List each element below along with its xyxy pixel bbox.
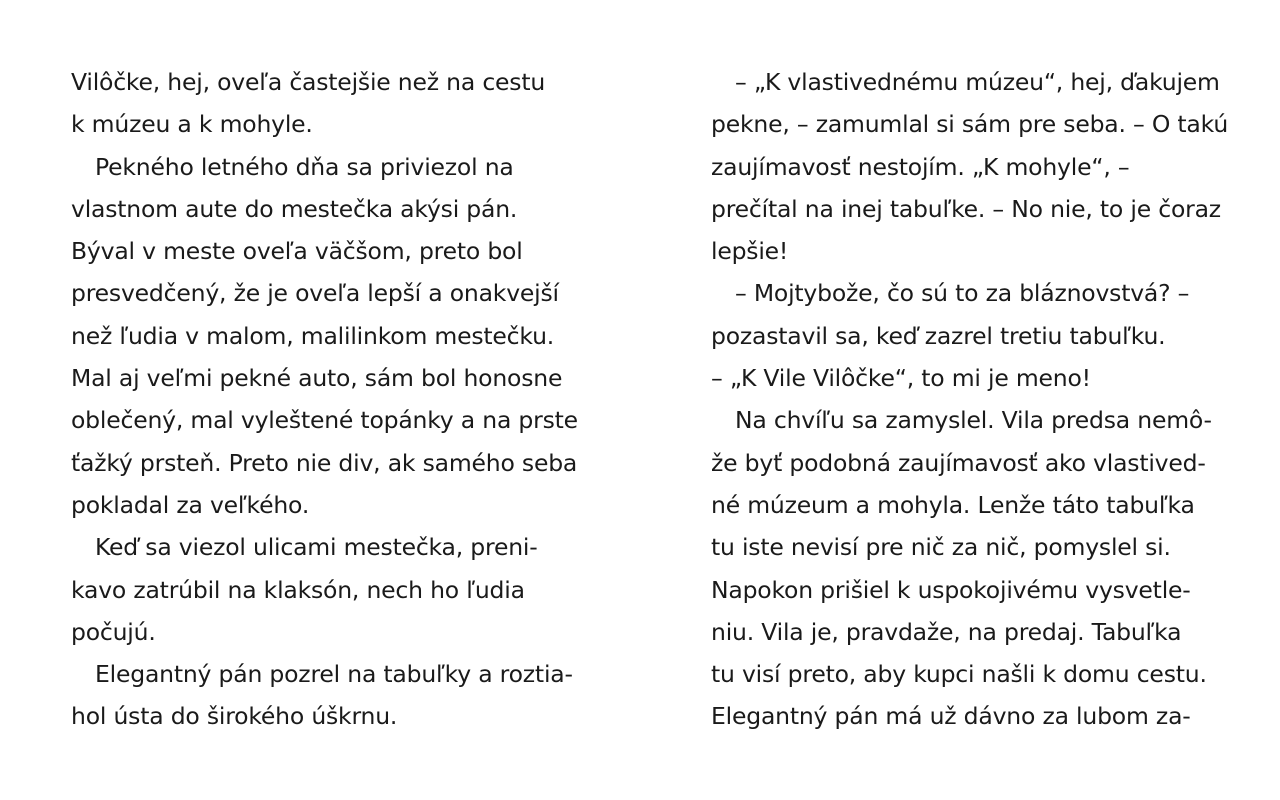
text-line: Keď sa viezol ulicami mestečka, preni-	[95, 533, 538, 562]
left-page-text	[71, 61, 631, 738]
text-line: tu visí preto, aby kupci našli k domu cestu.	[711, 660, 1207, 689]
text-line: – „K vlastivednému múzeu“, hej, ďakujem	[735, 68, 1220, 96]
text-line: tu iste nevisí pre nič za nič, pomyslel si.	[711, 533, 1171, 562]
text-line: počujú.	[71, 617, 156, 646]
text-line: pozastavil sa, keď zazrel tretiu tabuľku.	[711, 321, 1166, 350]
text-line: k múzeu a k mohyle.	[71, 110, 313, 139]
text-line: – „K Vile Vilôčke“, to mi je meno!	[711, 364, 1091, 393]
text-line: pekne, – zamumlal si sám pre seba. – O takú	[711, 110, 1229, 139]
text-line: že byť podobná zaujímavosť ako vlastived-	[711, 448, 1206, 477]
text-line: niu. Vila je, pravdaže, na predaj. Tabuľka	[711, 617, 1182, 646]
text-line: kavo zatrúbil na klaksón, nech ho ľudia	[71, 575, 525, 604]
text-line: Na chvíľu sa zamyslel. Vila predsa nemô-	[735, 406, 1212, 435]
text-line: Elegantný pán pozrel na tabuľky a roztia-	[95, 660, 573, 689]
text-line: hol ústa do širokého úškrnu.	[71, 702, 398, 731]
text-line: prečítal na inej tabuľke. – No nie, to je čoraz	[711, 194, 1221, 223]
text-line: Pekného letného dňa sa priviezol na	[95, 152, 514, 181]
text-line: Vilôčke, hej, oveľa častejšie než na cestu	[71, 68, 546, 96]
text-line: pokladal za veľkého.	[71, 490, 310, 519]
text-line: než ľudia v malom, malilinkom mestečku.	[71, 321, 555, 350]
text-line: Elegantný pán má už dávno za lubom za-	[711, 702, 1191, 731]
text-line: ťažký prsteň. Preto nie div, ak samého seba	[71, 448, 578, 477]
text-line: oblečený, mal vyleštené topánky a na prste	[71, 406, 578, 435]
text-line: – Mojtybože, čo sú to za bláznovstvá? –	[735, 279, 1190, 308]
text-line: Býval v meste oveľa väčšom, preto bol	[71, 237, 523, 266]
text-line: Mal aj veľmi pekné auto, sám bol honosne	[71, 364, 563, 393]
text-line: zaujímavosť nestojím. „K mohyle“, –	[711, 152, 1130, 181]
text-line: Napokon prišiel k uspokojivému vysvetle-	[711, 575, 1191, 604]
text-line: presvedčený, že je oveľa lepší a onakvejší	[71, 279, 559, 308]
text-line: lepšie!	[711, 237, 789, 266]
text-line: vlastnom aute do mestečka akýsi pán.	[71, 194, 518, 223]
right-page-text	[711, 61, 1251, 738]
text-line: né múzeum a mohyla. Lenže táto tabuľka	[711, 490, 1195, 519]
